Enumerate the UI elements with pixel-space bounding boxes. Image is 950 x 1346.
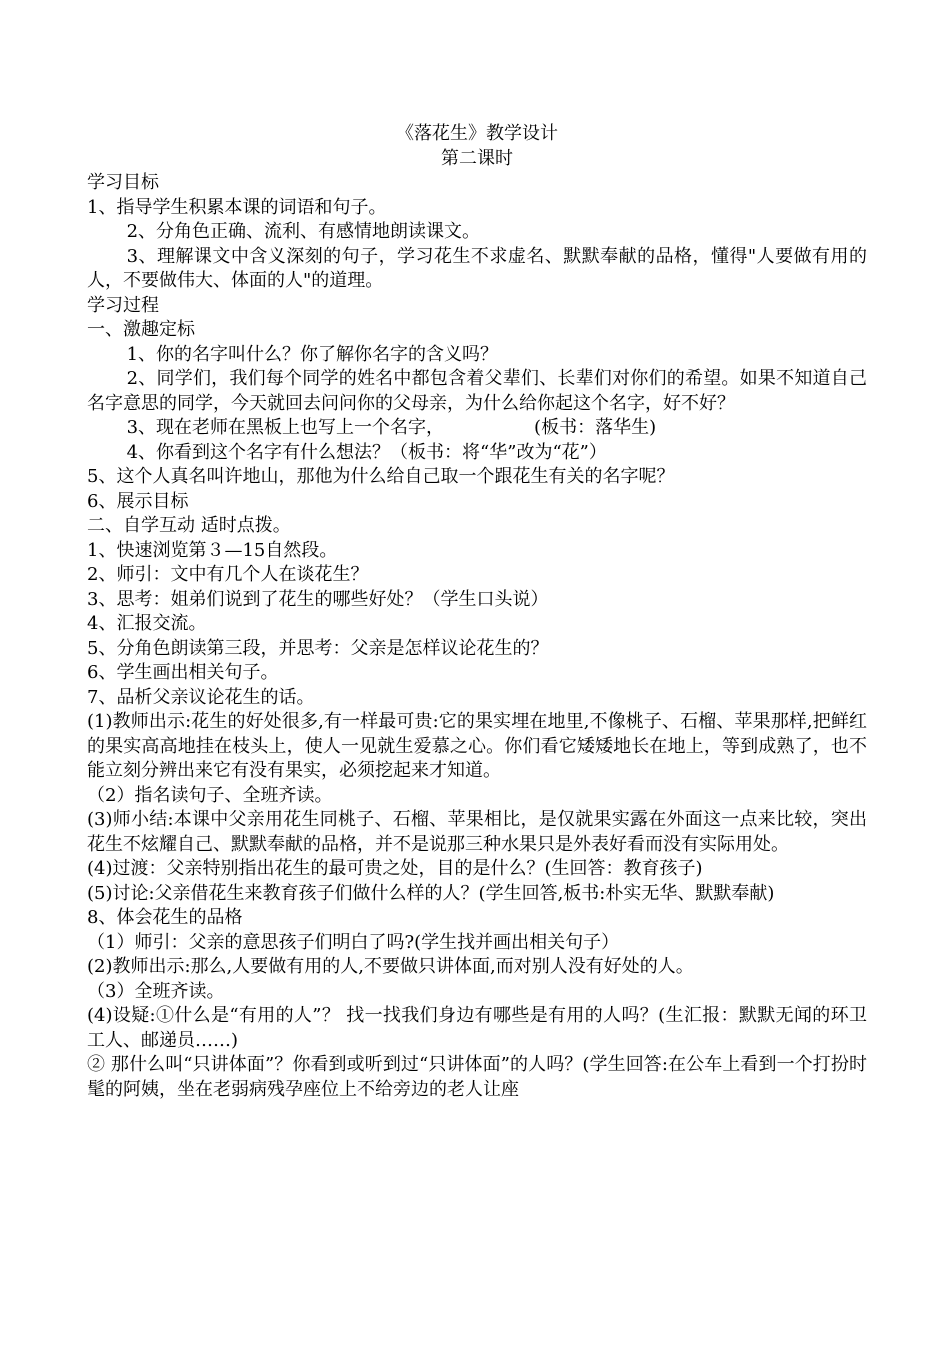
objectives-heading: 学习目标: [87, 172, 159, 193]
document-subtitle: 第二课时: [441, 147, 513, 169]
document-title: 《落花生》教学设计: [396, 123, 558, 144]
objective-item: 2、分角色正确、流利、有感情地朗读课文。: [126, 221, 481, 242]
list-item: [87, 416, 867, 441]
sub-item: ② 那什么叫“只讲体面”？你看到或听到过“只讲体面”的人吗？(学生回答:在公车上看到一个打扮时髦的阿姨，坐在老弱病残孕座位上不给旁边的老人让座: [87, 1054, 867, 1100]
sub-item: (2)教师出示:那么,人要做有用的人,不要做只讲体面,而对别人没有好处的人。: [87, 956, 694, 977]
list-item: 7、品析父亲议论花生的话。: [87, 686, 315, 708]
document-body: [87, 122, 867, 1102]
list-item: 2、师引：文中有几个人在谈花生？: [87, 564, 369, 585]
section-heading: 一、激趣定标: [87, 319, 195, 340]
list-item: 4、汇报交流。: [87, 613, 207, 634]
list-item: 5、分角色朗读第三段，并思考：父亲是怎样议论花生的？: [87, 637, 549, 659]
section-heading: 二、自学互动 适时点拨。: [87, 515, 291, 536]
list-item: 6、学生画出相关句子。: [87, 662, 279, 683]
objective-item: 1、指导学生积累本课的词语和句子。: [87, 196, 387, 218]
sub-item: （2）指名读句子、全班齐读。: [87, 784, 333, 806]
list-item: 6、展示目标: [87, 490, 189, 512]
sub-item: (5)讨论:父亲借花生来教育孩子们做什么样的人？(学生回答,板书:朴实无华、默默奉献): [87, 882, 775, 904]
list-item: 1、快速浏览第３—15自然段。: [87, 539, 338, 561]
objective-item: 3、理解课文中含义深刻的句子，学习花生不求虚名、默默奉献的品格，懂得"人要做有用的人，不要做伟大、体面的人"的道理。: [87, 245, 867, 291]
list-item-text: 3、现在老师在黑板上也写上一个名字，: [126, 417, 445, 438]
sub-item: （1）师引：父亲的意思孩子们明白了吗?(学生找并画出相关句子）: [87, 931, 620, 953]
blackboard-note: (板书：落华生): [534, 417, 657, 438]
sub-item: (3)师小结:本课中父亲用花生同桃子、石榴、苹果相比，是仅就果实露在外面这一点来比较，突出花生不炫耀自己、默默奉献的品格，并不是说那三种水果只是外表好看而没有实际用处。: [87, 809, 867, 855]
process-heading: 学习过程: [87, 294, 159, 316]
sub-item: (4)过渡：父亲特别指出花生的最可贵之处，目的是什么？(生回答：教育孩子): [87, 858, 703, 879]
list-item: 8、体会花生的品格: [87, 907, 243, 928]
sub-item: （3）全班齐读。: [87, 980, 225, 1002]
list-item: 1、你的名字叫什么？你了解你名字的含义吗？: [126, 343, 499, 365]
list-item: 5、这个人真名叫许地山，那他为什么给自己取一个跟花生有关的名字呢？: [87, 466, 675, 487]
list-item: 2、同学们，我们每个同学的姓名中都包含着父辈们、长辈们对你们的希望。如果不知道自己名字意思的同学，今天就回去问问你的父母亲，为什么给你起这个名字，好不好？: [87, 368, 867, 414]
list-item: 4、你看到这个名字有什么想法？（板书：将“华”改为“花”）: [126, 441, 607, 463]
list-item: 3、思考：姐弟们说到了花生的哪些好处？（学生口头说）: [87, 588, 549, 610]
sub-item: (4)设疑:①什么是“有用的人”？ 找一找我们身边有哪些是有用的人吗？(生汇报：默默无闻的环卫工人、邮递员……): [87, 1005, 867, 1051]
sub-item: (1)教师出示:花生的好处很多,有一样最可贵:它的果实埋在地里,不像桃子、石榴、苹果那样,把鲜红的果实高高地挂在枝头上，使人一见就生爱慕之心。你们看它矮矮地长在地上，等到成熟了，也不能立刻分辨出来它有没有果实，必须挖起来才知道。: [87, 711, 867, 781]
